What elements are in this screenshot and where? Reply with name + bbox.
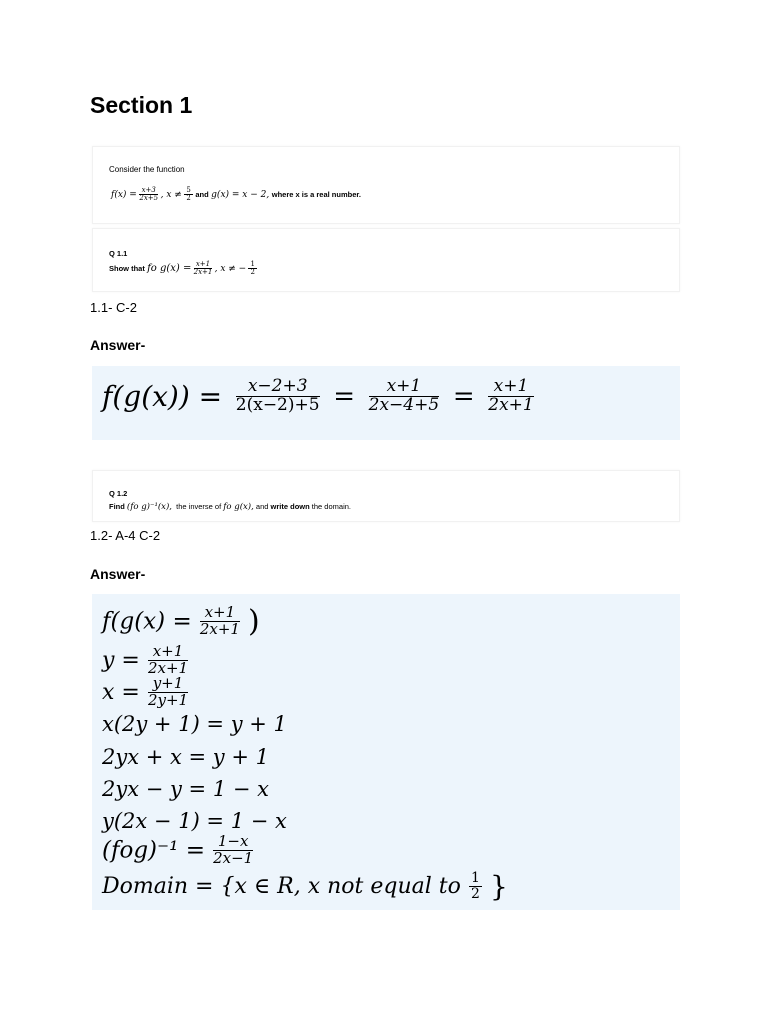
answer-2-label: Answer- xyxy=(90,566,146,582)
answer-2-line-4: x(2y + 1) = y + 1 xyxy=(102,712,287,736)
q11-statement: Show that fo g(x) = $\frac{x+1}{2x+1}$ , x ≠ − $\frac{1}{2}$ xyxy=(109,260,255,277)
q11-label: Q 1.1 xyxy=(109,249,128,258)
question-intro-image xyxy=(92,146,680,224)
reference-1-1: 1.1- C-2 xyxy=(90,300,137,315)
consider-text: Consider the function xyxy=(109,165,185,174)
q12-label: Q 1.2 xyxy=(109,489,128,498)
answer-1-image xyxy=(92,366,680,440)
answer-2-line-8: (fog)⁻¹ = $\frac{1-x}{2x-1}$ xyxy=(102,832,254,867)
answer-2-image xyxy=(92,594,680,910)
answer-2-line-9: Domain = {x ∈ R, x not equal to $\frac{1}{2}$ } xyxy=(102,870,508,903)
section-heading: Section 1 xyxy=(90,92,193,118)
answer-2-line-1: f(g(x) = $\frac{x+1}{2x+1}$ ) xyxy=(102,603,260,639)
q12-statement: Find (fo g)⁻¹(x), the inverse of fo g(x), and write down the domain. xyxy=(109,502,351,512)
reference-1-2: 1.2- A-4 C-2 xyxy=(90,528,161,543)
answer-1-equation: f(g(x)) = $\frac{x-2+3}{2(x-2)+5}$ = $\frac{x+1}{2x-4+5}$ = $\frac{x+1}{2x+1}$ xyxy=(102,376,534,415)
answer-2-line-2: y = $\frac{x+1}{2x+1}$ xyxy=(102,642,189,677)
question-1-1-image xyxy=(92,228,680,292)
answer-2-line-6: 2yx − y = 1 − x xyxy=(102,777,269,801)
answer-2-line-5: 2yx + x = y + 1 xyxy=(102,745,269,769)
answer-2-line-3: x = $\frac{y+1}{2y+1}$ xyxy=(102,674,189,709)
function-definition: f(x) = $\frac{x+3}{2x+5}$ , x ≠ $\frac{5}{2}$ and g(x) = x − 2, where x is a real number. xyxy=(111,186,361,203)
question-1-2-image xyxy=(92,470,680,522)
answer-1-label: Answer- xyxy=(90,337,146,353)
answer-2-line-7: y(2x − 1) = 1 − x xyxy=(102,809,287,833)
